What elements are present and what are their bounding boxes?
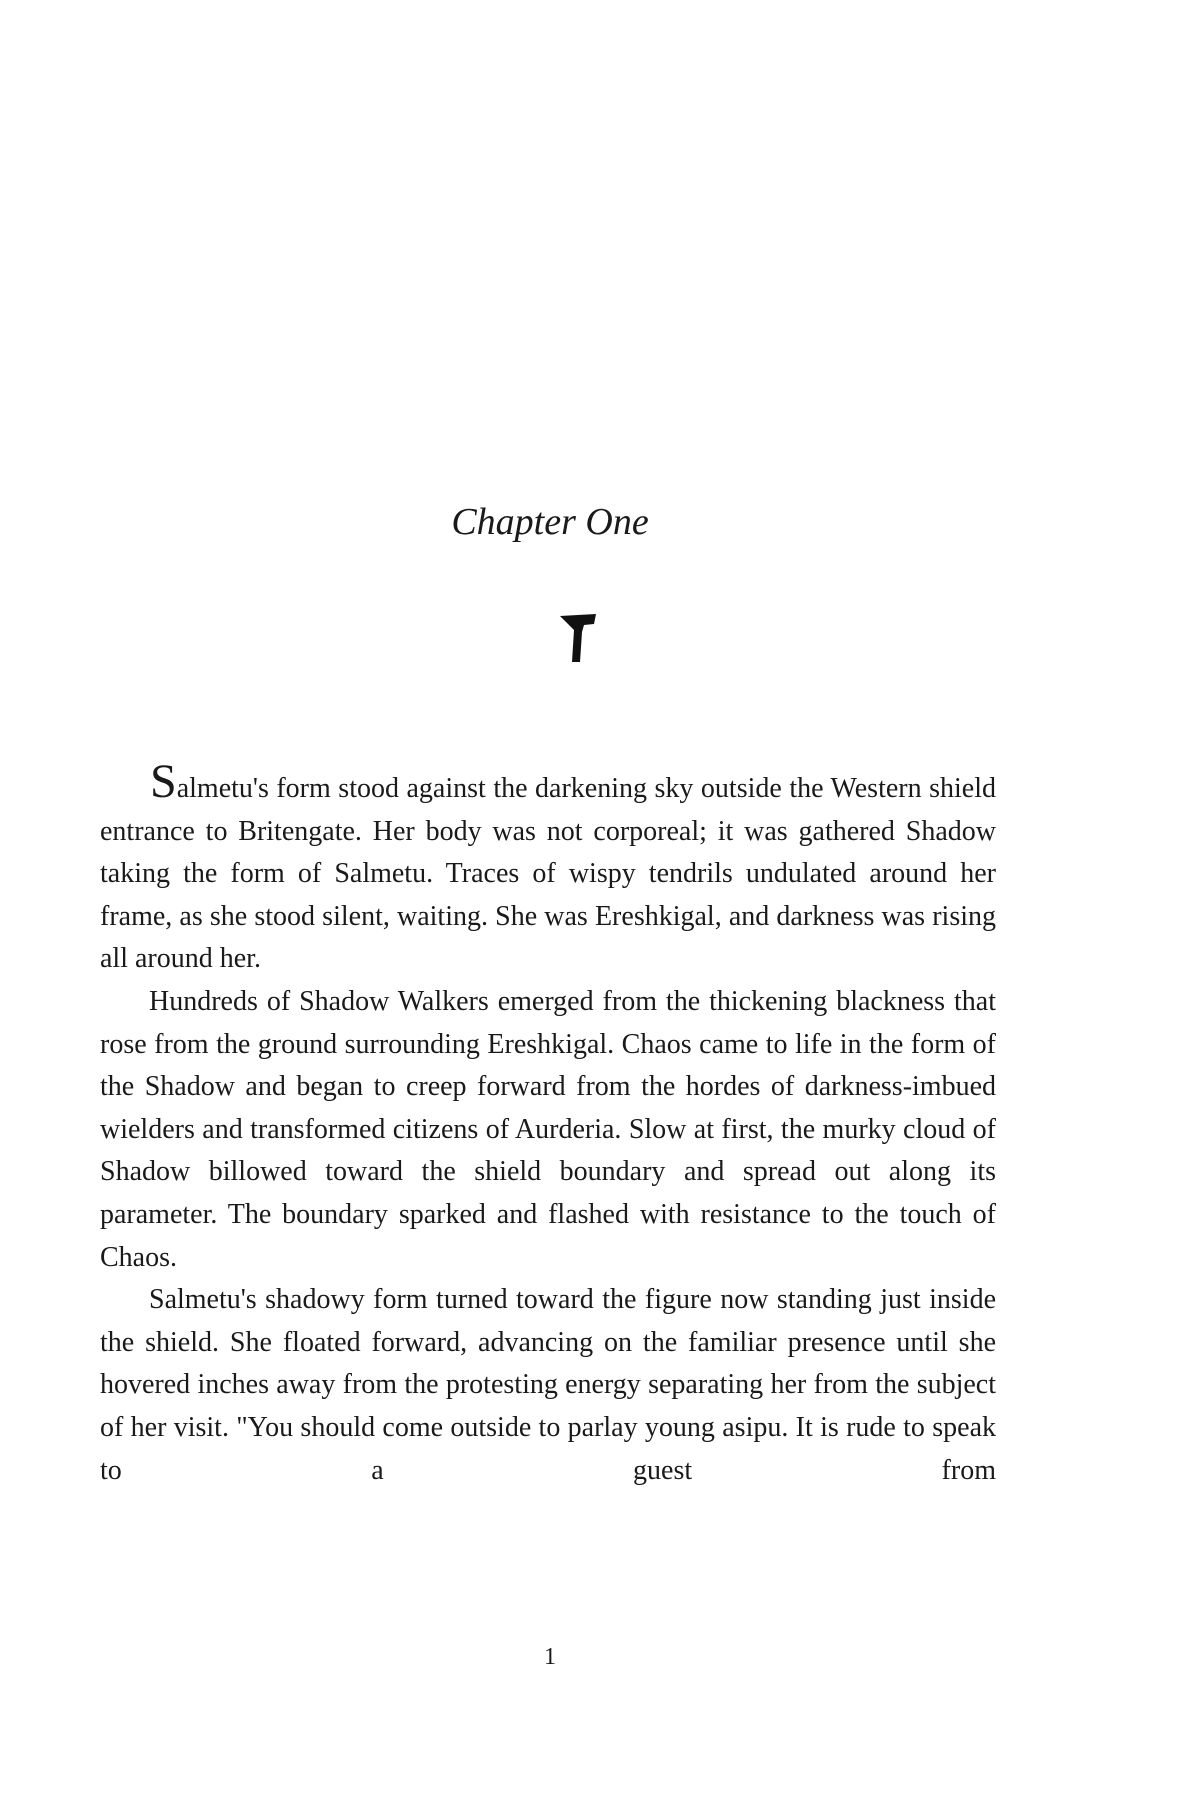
chapter-title: Chapter One (451, 501, 649, 543)
drop-cap: S (150, 755, 177, 808)
paragraph-3: Salmetu's shadowy form turned toward the figure now standing just inside the shield. She floated forward, advancing on the familiar presence until she hovered inches away from the protesting energy separating her from the subject of her visit. "You should come outside to parlay young asipu. It is rude to speak to a guest from (100, 1284, 996, 1486)
cuneiform-glyph-icon (558, 612, 598, 664)
page-number: 1 (544, 1644, 556, 1670)
paragraph-1 (100, 755, 996, 981)
paragraph-1-text: almetu's form stood against the darkening sky outside the Western shield entrance to Britengate. Her body was not corporeal; it was gathered Shadow taking the form of Salmetu. Traces of wispy tendrils undulated around her frame, as she stood silent, waiting. She was Ereshkigal, and darkness was rising all around her. (100, 773, 996, 975)
paragraph-2: Hundreds of Shadow Walkers emerged from the thickening blackness that rose from the ground surrounding Ereshkigal. Chaos came to life in the form of the Shadow and began to creep forward from the hordes of darkness-imbued wielders and transformed citizens of Aurderia. Slow at first, the murky cloud of Shadow billowed toward the shield boundary and spread out along its parameter. The boundary sparked and flashed with resistance to the touch of Chaos. (100, 985, 996, 1273)
chapter-body (100, 755, 996, 1492)
